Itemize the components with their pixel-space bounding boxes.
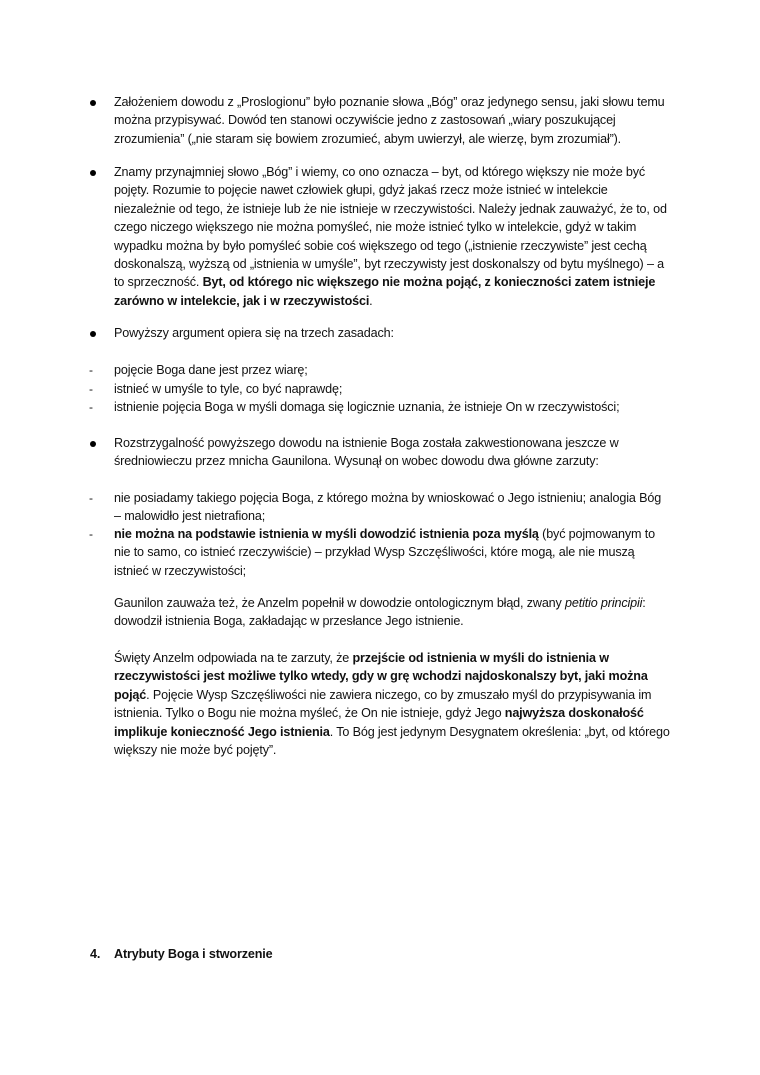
text-run: nie posiadamy takiego pojęcia Boga, z którego można by wnioskować o Jego istnieniu; analogia Bóg – malowidło jest nietrafiona; (114, 491, 662, 524)
dash-marker: - (89, 382, 93, 396)
text-run: Powyższy argument opiera się na trzech zasadach: (114, 326, 394, 340)
italic-text-run: petitio principii (565, 596, 643, 610)
bullet-dot (90, 100, 96, 106)
paragraph-petitio-principii (114, 594, 670, 631)
text-run: Założeniem dowodu z „Proslogionu” było poznanie słowa „Bóg” oraz jedynego sensu, jaki słowu temu można przypisywać. Dowód ten stanowi oczywiście jedno z zastosowań „wiary poszukującej zrozumienia” („nie staram się bowiem zrozumieć, abym uwierzył, ale wierzę, bym zrozumiał”). (114, 95, 665, 146)
paragraph-three-principles (114, 324, 670, 342)
text-run: . (369, 293, 373, 308)
dash-marker: - (89, 363, 93, 377)
principle-item: istnieć w umyśle to tyle, co być naprawdę; (114, 382, 343, 396)
bold-text-run: Byt, od którego nic większego nie można pojąć, z konieczności zatem istnieje zarówno w intelekcie, jak i w rzeczywistości (114, 275, 656, 308)
bullet-dot (90, 170, 96, 176)
dash-marker: - (89, 491, 93, 505)
text-run: : dowodził istnienia Boga, zakładając w przesłance Jego istnienie. (114, 596, 646, 629)
bullet-dot (90, 441, 96, 447)
objection-item (114, 489, 670, 526)
section-heading (90, 945, 272, 963)
text-run: (być pojmowanym to nie to samo, co istnieć rzeczywiście) – przykład Wysp Szczęśliwości, które mogą, ale nie muszą istnieć w rzeczywistości; (114, 527, 655, 578)
principle-item: pojęcie Boga dane jest przez wiarę; (114, 363, 308, 377)
section-title: Atrybuty Boga i stworzenie (114, 947, 273, 961)
text-run: Święty Anzelm odpowiada na te zarzuty, że (114, 651, 353, 665)
dash-marker: - (89, 400, 93, 414)
text-run: Gaunilon zauważa też, że Anzelm popełnił w dowodzie ontologicznym błąd, zwany (114, 596, 566, 610)
paragraph-proslogion (114, 93, 670, 148)
bold-text-run: przejście od istnienia w myśli do istnienia w rzeczywistości jest możliwe tylko wtedy, gdy w grę wchodzi najdoskonalszy byt, jaki można pojąć (114, 651, 648, 702)
paragraph-anselm-reply (114, 649, 670, 759)
paragraph-argument (114, 163, 670, 310)
dash-marker: - (89, 527, 93, 541)
text-run: . Pojęcie Wysp Szczęśliwości nie zawiera niczego, co by zmuszało myśl do przypisywania im istnienia. Tylko o Bogu nie można myśleć, że On nie istnieje, gdyż Jego (114, 687, 652, 721)
paragraph-gaunilo-intro: Rozstrzygalność powyższego dowodu na istnienie Boga została zakwestionowana jeszcze w średniowieczu przez mnicha Gaunilona. Wysunął on wobec dowodu dwa główne zarzuty: (114, 436, 619, 469)
objection-item (114, 525, 670, 580)
bold-text-run: nie można na podstawie istnienia w myśli dowodzić istnienia poza myślą (114, 527, 539, 541)
bold-text-run: najwyższa doskonałość implikuje konieczność Jego istnienia (114, 706, 644, 739)
section-number: 4. (90, 947, 101, 961)
principle-item: istnienie pojęcia Boga w myśli domaga się logicznie uznania, że istnieje On w rzeczywistości; (114, 400, 620, 414)
text-run: . To Bóg jest jedynym Desygnatem określenia: „byt, od którego większy nie może być pojęty”. (114, 724, 670, 758)
text-run: Znamy przynajmniej słowo „Bóg” i wiemy, co ono oznacza – byt, od którego większy nie może być pojęty. Rozumie to pojęcie nawet człowiek głupi, gdyż jakaś rzecz może istnieć w intelekcie niezależnie od tego, że istnieje lub że nie istnieje w rzeczywistości. Należy jednak zauważyć, że to, od czego niczego większego nie można pomyśleć, nie może istnieć tylko w intelekcie, gdyż w takim wypadku można by było pomyśleć sobie coś większego od tego („istnienie rzeczywiste” jest cechą doskonalszą, wyższą od „istnienia w umyśle”, byt rzeczywisty jest doskonalszy od bytu myślnego) – a to sprzeczność. (114, 165, 667, 290)
bullet-dot (90, 331, 96, 337)
